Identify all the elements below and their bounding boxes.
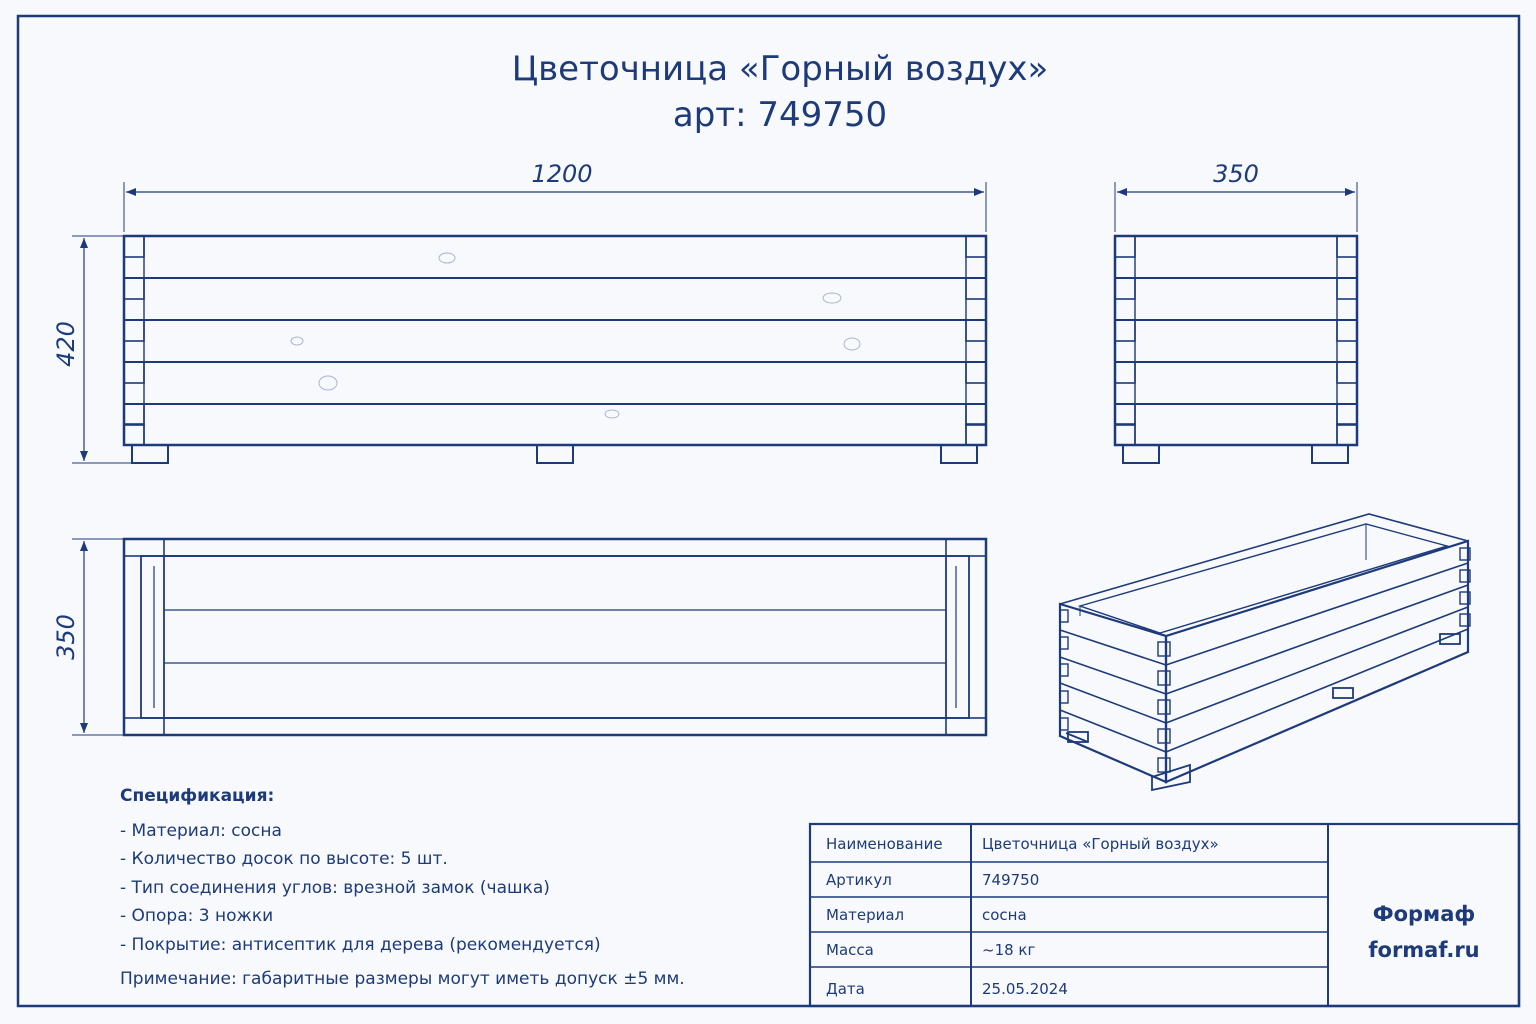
side-view [1115,160,1357,463]
specification-block [120,786,685,989]
isometric-view [1060,514,1470,790]
front-body-outline [124,236,986,445]
side-body-outline [1115,236,1357,445]
title-block-label: Масса [826,941,874,959]
top-bottom-area [164,556,946,718]
title-block-value: ~18 кг [982,941,1036,959]
top-depth-label: 350 [52,614,80,660]
title-block-label: Дата [826,980,865,998]
title-block-value: 749750 [982,871,1040,889]
top-view [52,539,986,735]
brand-name: Формаф [1372,902,1476,926]
front-right-corner-joints [966,236,986,445]
iso-left-end-face [1060,604,1166,782]
front-width-label: 1200 [531,160,593,188]
top-wall-inner-line [141,556,969,718]
title-block-value: 25.05.2024 [982,980,1068,998]
top-outer-outline [124,539,986,735]
side-legs [1123,445,1348,463]
side-left-corner-joints [1115,236,1135,445]
title-block-label: Наименование [826,835,943,853]
title-block-value: сосна [982,906,1027,924]
drawing-title: Цветочница «Горный воздух» [511,49,1049,89]
iso-end-board-seams [1060,630,1166,752]
top-side-wall-inner-lines [154,566,956,708]
specification-heading: Спецификация: [120,786,275,806]
spec-item: - Материал: сосна [120,821,282,841]
top-corner-joints [124,539,986,735]
spec-item: - Покрытие: антисептик для дерева (рекомендуется) [120,935,601,955]
front-legs [132,445,977,463]
top-bottom-board-seams [164,610,946,663]
iso-front-long-face [1166,541,1468,782]
side-right-corner-joints [1337,236,1357,445]
spec-item: - Тип соединения углов: врезной замок (чашка) [120,878,550,898]
spec-item: - Количество досок по высоте: 5 шт. [120,849,448,869]
spec-item: - Опора: 3 ножки [120,906,274,926]
iso-front-board-seams [1166,563,1468,752]
front-board-seams [124,278,986,404]
title-block [810,824,1519,1006]
side-width-label: 350 [1213,160,1259,188]
spec-note: Примечание: габаритные размеры могут иметь допуск ±5 мм. [120,969,685,989]
front-view [52,160,986,463]
front-left-corner-joints [124,236,144,445]
brand-site: formaf.ru [1368,938,1480,962]
side-board-seams [1115,278,1357,404]
drawing-article: арт: 749750 [672,95,888,135]
front-height-label: 420 [52,321,80,367]
title-block-label: Материал [826,906,905,924]
iso-inner-rim [1080,524,1447,633]
title-block-label: Артикул [826,871,892,889]
title-block-value: Цветочница «Горный воздух» [982,835,1219,853]
